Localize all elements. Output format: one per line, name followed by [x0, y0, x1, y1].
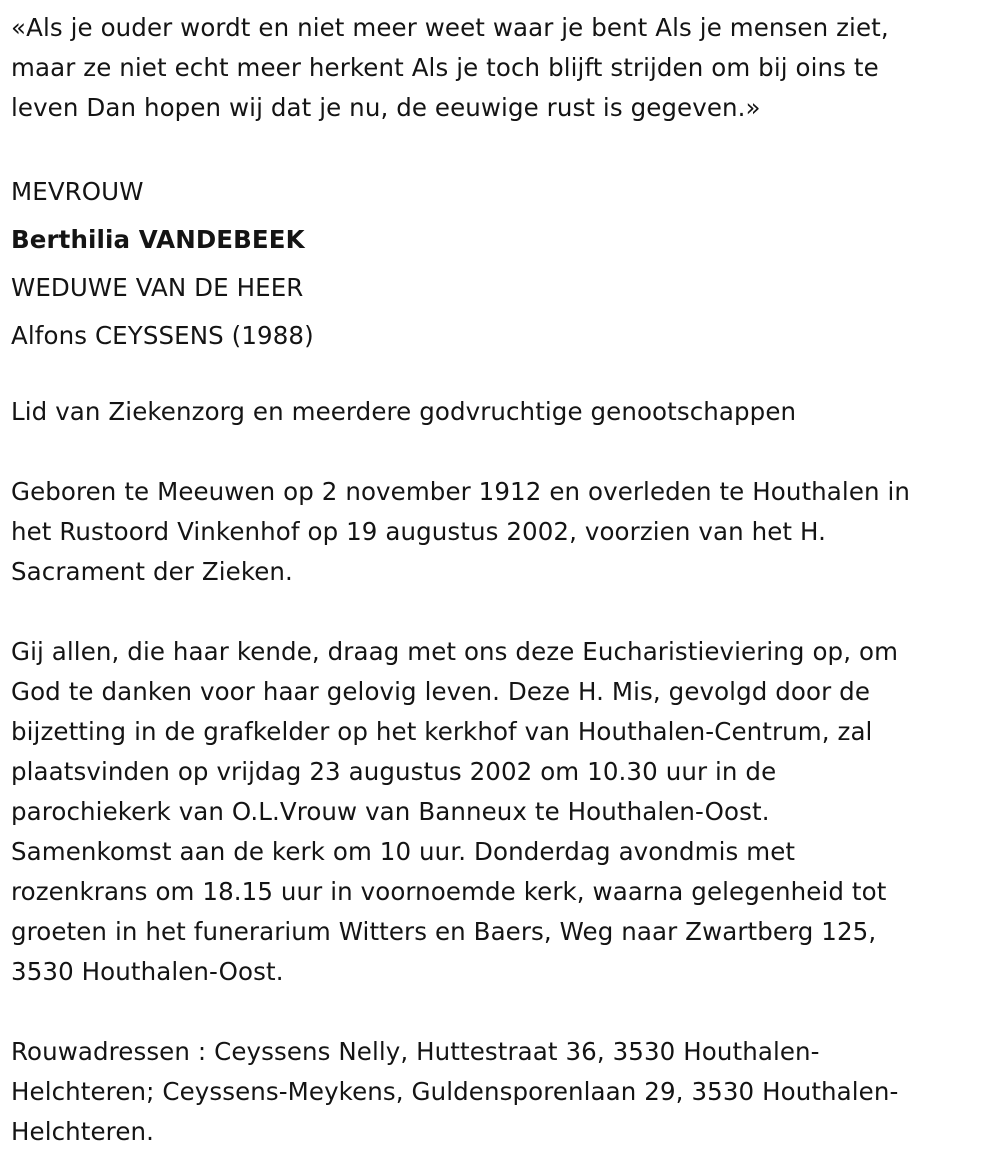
honorific-title: MEVROUW: [11, 177, 144, 206]
address-line: Helchteren; Ceyssens-Meykens, Guldensporenlaan 29, 3530 Houthalen-: [11, 1077, 899, 1106]
address-line: Helchteren.: [11, 1117, 155, 1146]
birth-death-line: Geboren te Meeuwen op 2 november 1912 en overleden te Houthalen in: [11, 477, 911, 506]
quote-line: leven Dan hopen wij dat je nu, de eeuwige rust is gegeven.»: [11, 93, 761, 122]
quote-line: maar ze niet echt meer herkent Als je toch blijft strijden om bij oins te: [11, 53, 879, 82]
address-line: Rouwadressen : Ceyssens Nelly, Huttestraat 36, 3530 Houthalen-: [11, 1037, 820, 1066]
membership-text: Lid van Ziekenzorg en meerdere godvruchtige genootschappen: [11, 397, 797, 426]
funeral-service-paragraph: [11, 632, 986, 992]
birth-death-line: het Rustoord Vinkenhof op 19 augustus 2002, voorzien van het H.: [11, 517, 826, 546]
service-line: plaatsvinden op vrijdag 23 augustus 2002 om 10.30 uur in de: [11, 757, 777, 786]
service-line: Gij allen, die haar kende, draag met ons deze Eucharistieviering op, om: [11, 637, 899, 666]
service-line: groeten in het funerarium Witters en Baers, Weg naar Zwartberg 125,: [11, 917, 877, 946]
widow-label: WEDUWE VAN DE HEER: [11, 273, 304, 302]
quote-line: «Als je ouder wordt en niet meer weet waar je bent Als je mensen ziet,: [11, 13, 889, 42]
service-line: rozenkrans om 18.15 uur in voornoemde kerk, waarna gelegenheid tot: [11, 877, 887, 906]
birth-death-paragraph: [11, 472, 986, 592]
service-line: 3530 Houthalen-Oost.: [11, 957, 284, 986]
service-line: God te danken voor haar gelovig leven. Deze H. Mis, gevolgd door de: [11, 677, 870, 706]
service-line: Samenkomst aan de kerk om 10 uur. Donderdag avondmis met: [11, 837, 796, 866]
birth-death-line: Sacrament der Zieken.: [11, 557, 293, 586]
service-line: parochiekerk van O.L.Vrouw van Banneux te Houthalen-Oost.: [11, 797, 770, 826]
memorial-quote: [11, 8, 986, 128]
obituary-notice: [11, 8, 986, 1152]
husband-name: Alfons CEYSSENS (1988): [11, 321, 314, 350]
deceased-name: Berthilia VANDEBEEK: [11, 225, 305, 254]
service-line: bijzetting in de grafkelder op het kerkhof van Houthalen-Centrum, zal: [11, 717, 873, 746]
mourning-addresses: [11, 1032, 986, 1152]
